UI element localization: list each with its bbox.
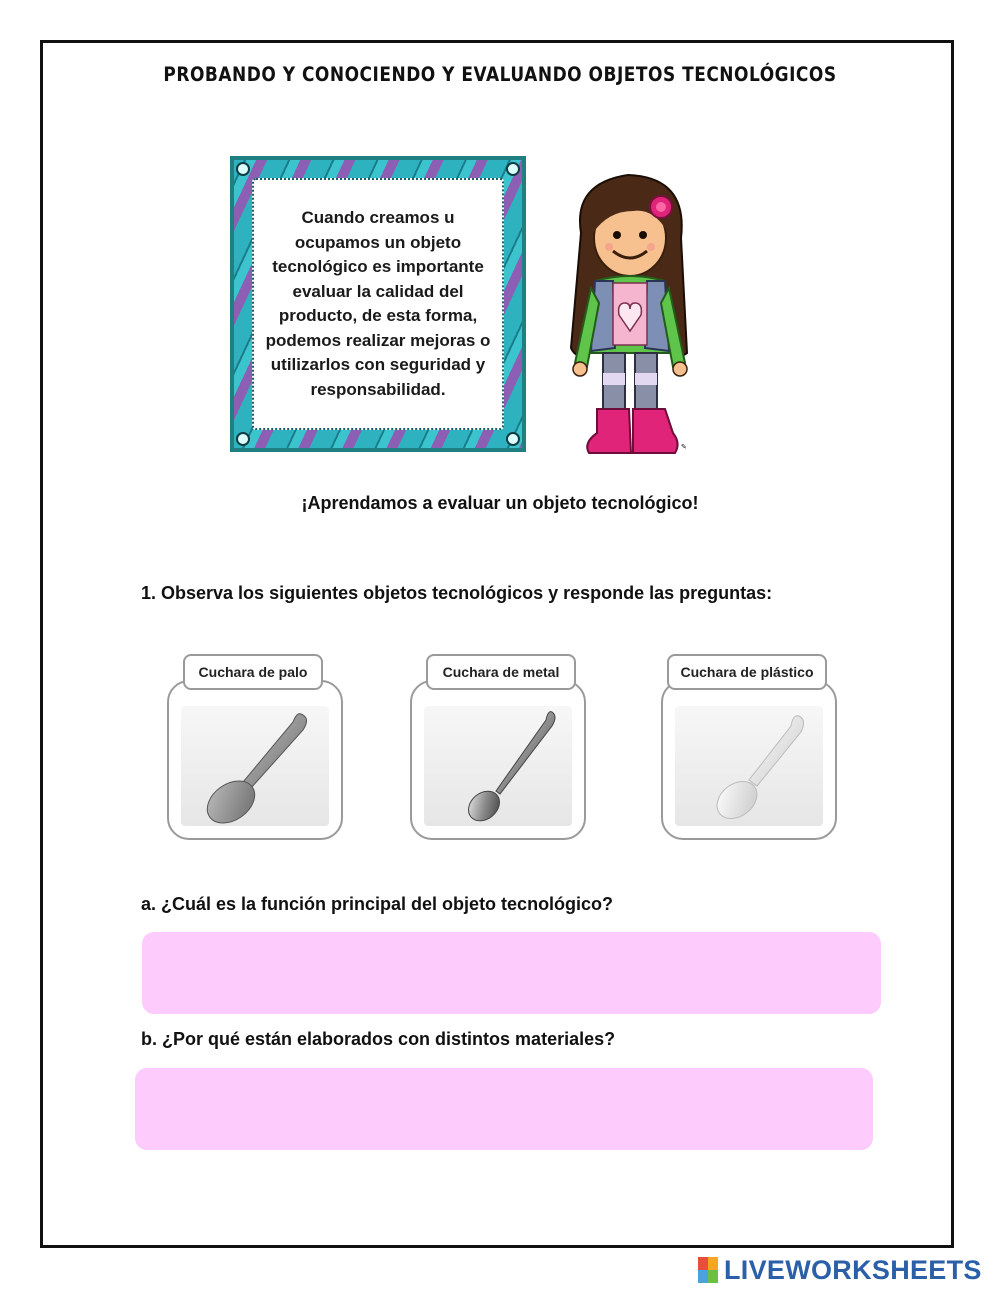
question-1-text: 1. Observa los siguientes objetos tecnológicos y responde las preguntas: (141, 583, 773, 603)
liveworksheets-brand-text: LIVEWORKSHEETS (724, 1254, 982, 1285)
illustration-credit-mark: ✎ (681, 444, 687, 451)
liveworksheets-logo-icon (698, 1257, 718, 1283)
plastic-spoon-icon (675, 706, 823, 828)
spoon-card-metal (410, 680, 586, 840)
frame-corner-ornament (506, 162, 520, 176)
spoon-image-wood (181, 706, 329, 826)
spoon-card-wood (167, 680, 343, 840)
spoon-label-plastic: Cuchara de plástico (667, 654, 827, 690)
spoon-image-plastic (675, 706, 823, 826)
answer-b-input[interactable] (135, 1068, 873, 1150)
intro-frame-inner (252, 178, 504, 430)
intro-frame (230, 156, 526, 452)
section-subtitle: ¡Aprendamos a evaluar un objeto tecnológico! (301, 493, 699, 513)
spoon-label-wood: Cuchara de palo (183, 654, 323, 690)
question-a-text: a. ¿Cuál es la función principal del objeto tecnológico? (141, 894, 614, 914)
spoon-image-metal (424, 706, 572, 826)
intro-text: Cuando creamos u ocupamos un objeto tecnológico es importante evaluar la calidad del producto, de esta forma, podemos realizar mejoras o utilizarlos con seguridad y responsabilidad. (265, 208, 491, 399)
metal-spoon-icon (424, 706, 572, 828)
answer-a-input[interactable] (142, 932, 881, 1014)
girl-illustration (553, 163, 703, 463)
frame-corner-ornament (236, 162, 250, 176)
frame-corner-ornament (236, 432, 250, 446)
wooden-spoon-icon (181, 706, 329, 828)
question-b-text: b. ¿Por qué están elaborados con distintos materiales? (141, 1029, 616, 1049)
worksheet-title: PROBANDO Y CONOCIENDO Y EVALUANDO OBJETOS TECNOLÓGICOS (163, 63, 837, 87)
spoon-card-plastic (661, 680, 837, 840)
worksheet-page (40, 40, 954, 1248)
spoon-label-metal: Cuchara de metal (426, 654, 576, 690)
liveworksheets-logo (698, 1254, 982, 1286)
frame-corner-ornament (506, 432, 520, 446)
